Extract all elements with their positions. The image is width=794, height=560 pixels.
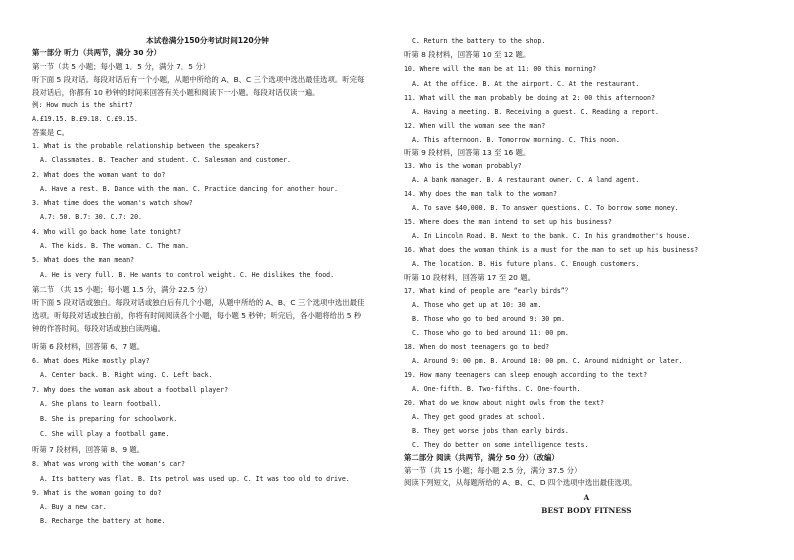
example-options: A.£19.15. B.£9.18. C.£9.15. — [32, 115, 138, 123]
question-14: 14. Why does the man talk to the woman? — [404, 190, 557, 198]
section2-instruction: 选项。听每段对话或独白前，你将有时间阅读各个小题，每小题 5 秒钟；听完后，各小题将给出 5 秒 — [32, 311, 362, 320]
question-16: 16. What does the woman think is a must for the man to set up his business? — [404, 246, 698, 254]
question-13-options: A. A bank manager. B. A restaurant owner. C. A land agent. — [412, 176, 640, 184]
question-8-options: A. Its battery was flat. B. Its petrol was used up. C. It was too old to drive. — [40, 475, 350, 483]
part2-title: 第二部分 阅读（共两节，满分 50 分）（改编） — [404, 453, 559, 462]
question-18-options: A. Around 9: 00 pm. B. Around 10: 00 pm. C. Around midnight or later. — [412, 357, 683, 365]
question-9-option-b: B. Recharge the battery at home. — [40, 517, 166, 525]
question-7: 7. Why does the woman ask about a football player? — [32, 386, 228, 394]
question-11: 11. What will the man probably be doing at 2: 00 this afternoon? — [404, 94, 655, 102]
question-10: 10. Where will the man be at 11: 00 this morning? — [404, 65, 597, 73]
question-20-option-b: B. They get worse jobs than early birds. — [412, 427, 569, 435]
question-15: 15. Where does the man intend to set up his business? — [404, 218, 612, 226]
example-answer: 答案是 C。 — [32, 128, 70, 137]
question-12-options: A. This afternoon. B. Tomorrow morning. C. This noon. — [412, 136, 620, 144]
question-20: 20. What do we know about night owls from the text? — [404, 399, 604, 407]
question-11-options: A. Having a meeting. B. Receiving a guest. C. Reading a report. — [412, 108, 659, 116]
question-17-option-a: A. Those who get up at 10: 30 am. — [412, 301, 542, 309]
question-4: 4. Who will go back home late tonight? — [32, 228, 181, 236]
question-9: 9. What is the woman going to do? — [32, 489, 162, 497]
section2-instruction: 听下面 5 段对话或独白。每段对话或独白后有几个小题，从题中所给的 A、B、C 三个选项中选出最佳 — [32, 298, 365, 307]
question-5-options: A. He is very full. B. He wants to control weight. C. He dislikes the food. — [40, 271, 334, 279]
question-19: 19. How many teenagers can sleep enough according to the text? — [404, 371, 648, 379]
question-20-option-a: A. They get good grades at school. — [412, 413, 546, 421]
question-13: 13. Who is the woman probably? — [404, 162, 522, 170]
question-7-option-c: C. She will play a football game. — [40, 430, 170, 438]
part2-instruction: 阅读下列短文，从每题所给的 A、B、C、D 四个选项中选出最佳选项。 — [404, 478, 637, 487]
question-12: 12. When will the woman see the man? — [404, 122, 546, 130]
question-1-options: A. Classmates. B. Teacher and student. C. Salesman and customer. — [40, 156, 291, 164]
passage-letter: A — [583, 493, 590, 502]
part2-section1-title: 第一节（共 15 小题；每小题 2.5 分，满分 37.5 分） — [404, 466, 582, 475]
section1-title: 第一节（共 5 小题；每小题 1．5 分，满分 7．5 分） — [32, 62, 211, 71]
material-9-label: 听第 9 段材料，回答第 13 至 16 题。 — [404, 148, 531, 157]
question-4-options: A. The kids. B. The woman. C. The man. — [40, 242, 189, 250]
question-7-option-b: B. She is preparing for schoolwork. — [40, 415, 178, 423]
question-15-options: A. In Lincoln Road. B. Next to the bank. C. In his grandmother's house. — [412, 232, 691, 240]
question-16-options: A. The location. B. His future plans. C. Enough customers. — [412, 260, 640, 268]
question-9-option-a: A. Buy a new car. — [40, 503, 107, 511]
section2-title: 第二节 （共 15 小题；每小题 1.5 分，满分 22.5 分） — [32, 285, 212, 294]
question-18: 18. When do most teenagers go to bed? — [404, 343, 550, 351]
page-title: 本试卷满分150分考试时间120分钟 — [146, 36, 269, 45]
question-1: 1. What is the probable relationship between the speakers? — [32, 142, 260, 150]
question-17-option-c: C. Those who go to bed around 11: 00 pm. — [412, 329, 569, 337]
question-10-options: A. At the office. B. At the airport. C. At the restaurant. — [412, 80, 640, 88]
question-6-options: A. Center back. B. Right wing. C. Left back. — [40, 371, 213, 379]
question-17-option-b: B. Those who go to bed around 9: 30 pm. — [412, 315, 565, 323]
question-3: 3. What time does the woman's watch show? — [32, 199, 193, 207]
material-8-label: 听第 8 段材料，回答第 10 至 12 题。 — [404, 50, 531, 59]
question-2-options: A. Have a rest. B. Dance with the man. C. Practice dancing for another hour. — [40, 185, 338, 193]
material-6-label: 听第 6 段材料，回答第 6、7 题。 — [32, 342, 145, 351]
question-19-options: A. One-fifth. B. Two-fifths. C. One-fourth. — [412, 385, 581, 393]
example-question: 例: How much is the shirt? — [32, 101, 133, 109]
section1-instruction: 段对话后，你都有 10 秒钟的时间来回答有关小题和阅读下一小题。每段对话仅读一遍。 — [32, 88, 320, 97]
question-7-option-a: A. She plans to learn football. — [40, 400, 162, 408]
passage-title: BEST BODY FITNESS — [541, 506, 632, 515]
question-20-option-c: C. They do better on some intelligence tests. — [412, 441, 589, 449]
material-7-label: 听第 7 段材料，回答第 8、9 题。 — [32, 445, 145, 454]
material-10-label: 听第 10 段材料，回答第 17 至 20 题。 — [404, 273, 535, 282]
question-3-options: A.7: 50. B.7: 30. C.7: 20. — [40, 213, 142, 221]
question-8: 8. What was wrong with the woman's car? — [32, 460, 185, 468]
section2-instruction: 钟的作答时间。每段对话或独白读两遍。 — [32, 324, 166, 333]
question-14-options: A. To save $40,000. B. To answer questions. C. To borrow some money. — [412, 204, 679, 212]
question-17: 17. What kind of people are “early birds”？ — [404, 287, 572, 295]
question-9-option-c: C. Return the battery to the shop. — [412, 37, 546, 45]
part1-title: 第一部分 听力（共两节，满分 30 分） — [32, 48, 161, 57]
question-6: 6. What does Mike mostly play? — [32, 357, 150, 365]
question-5: 5. What does the man mean? — [32, 256, 134, 264]
question-2: 2. What does the woman want to do? — [32, 171, 166, 179]
section1-instruction: 听下面 5 段对话。每段对话后有一个小题，从题中所给的 A、B、C 三个选项中选出最佳选项。听完每 — [32, 75, 365, 84]
